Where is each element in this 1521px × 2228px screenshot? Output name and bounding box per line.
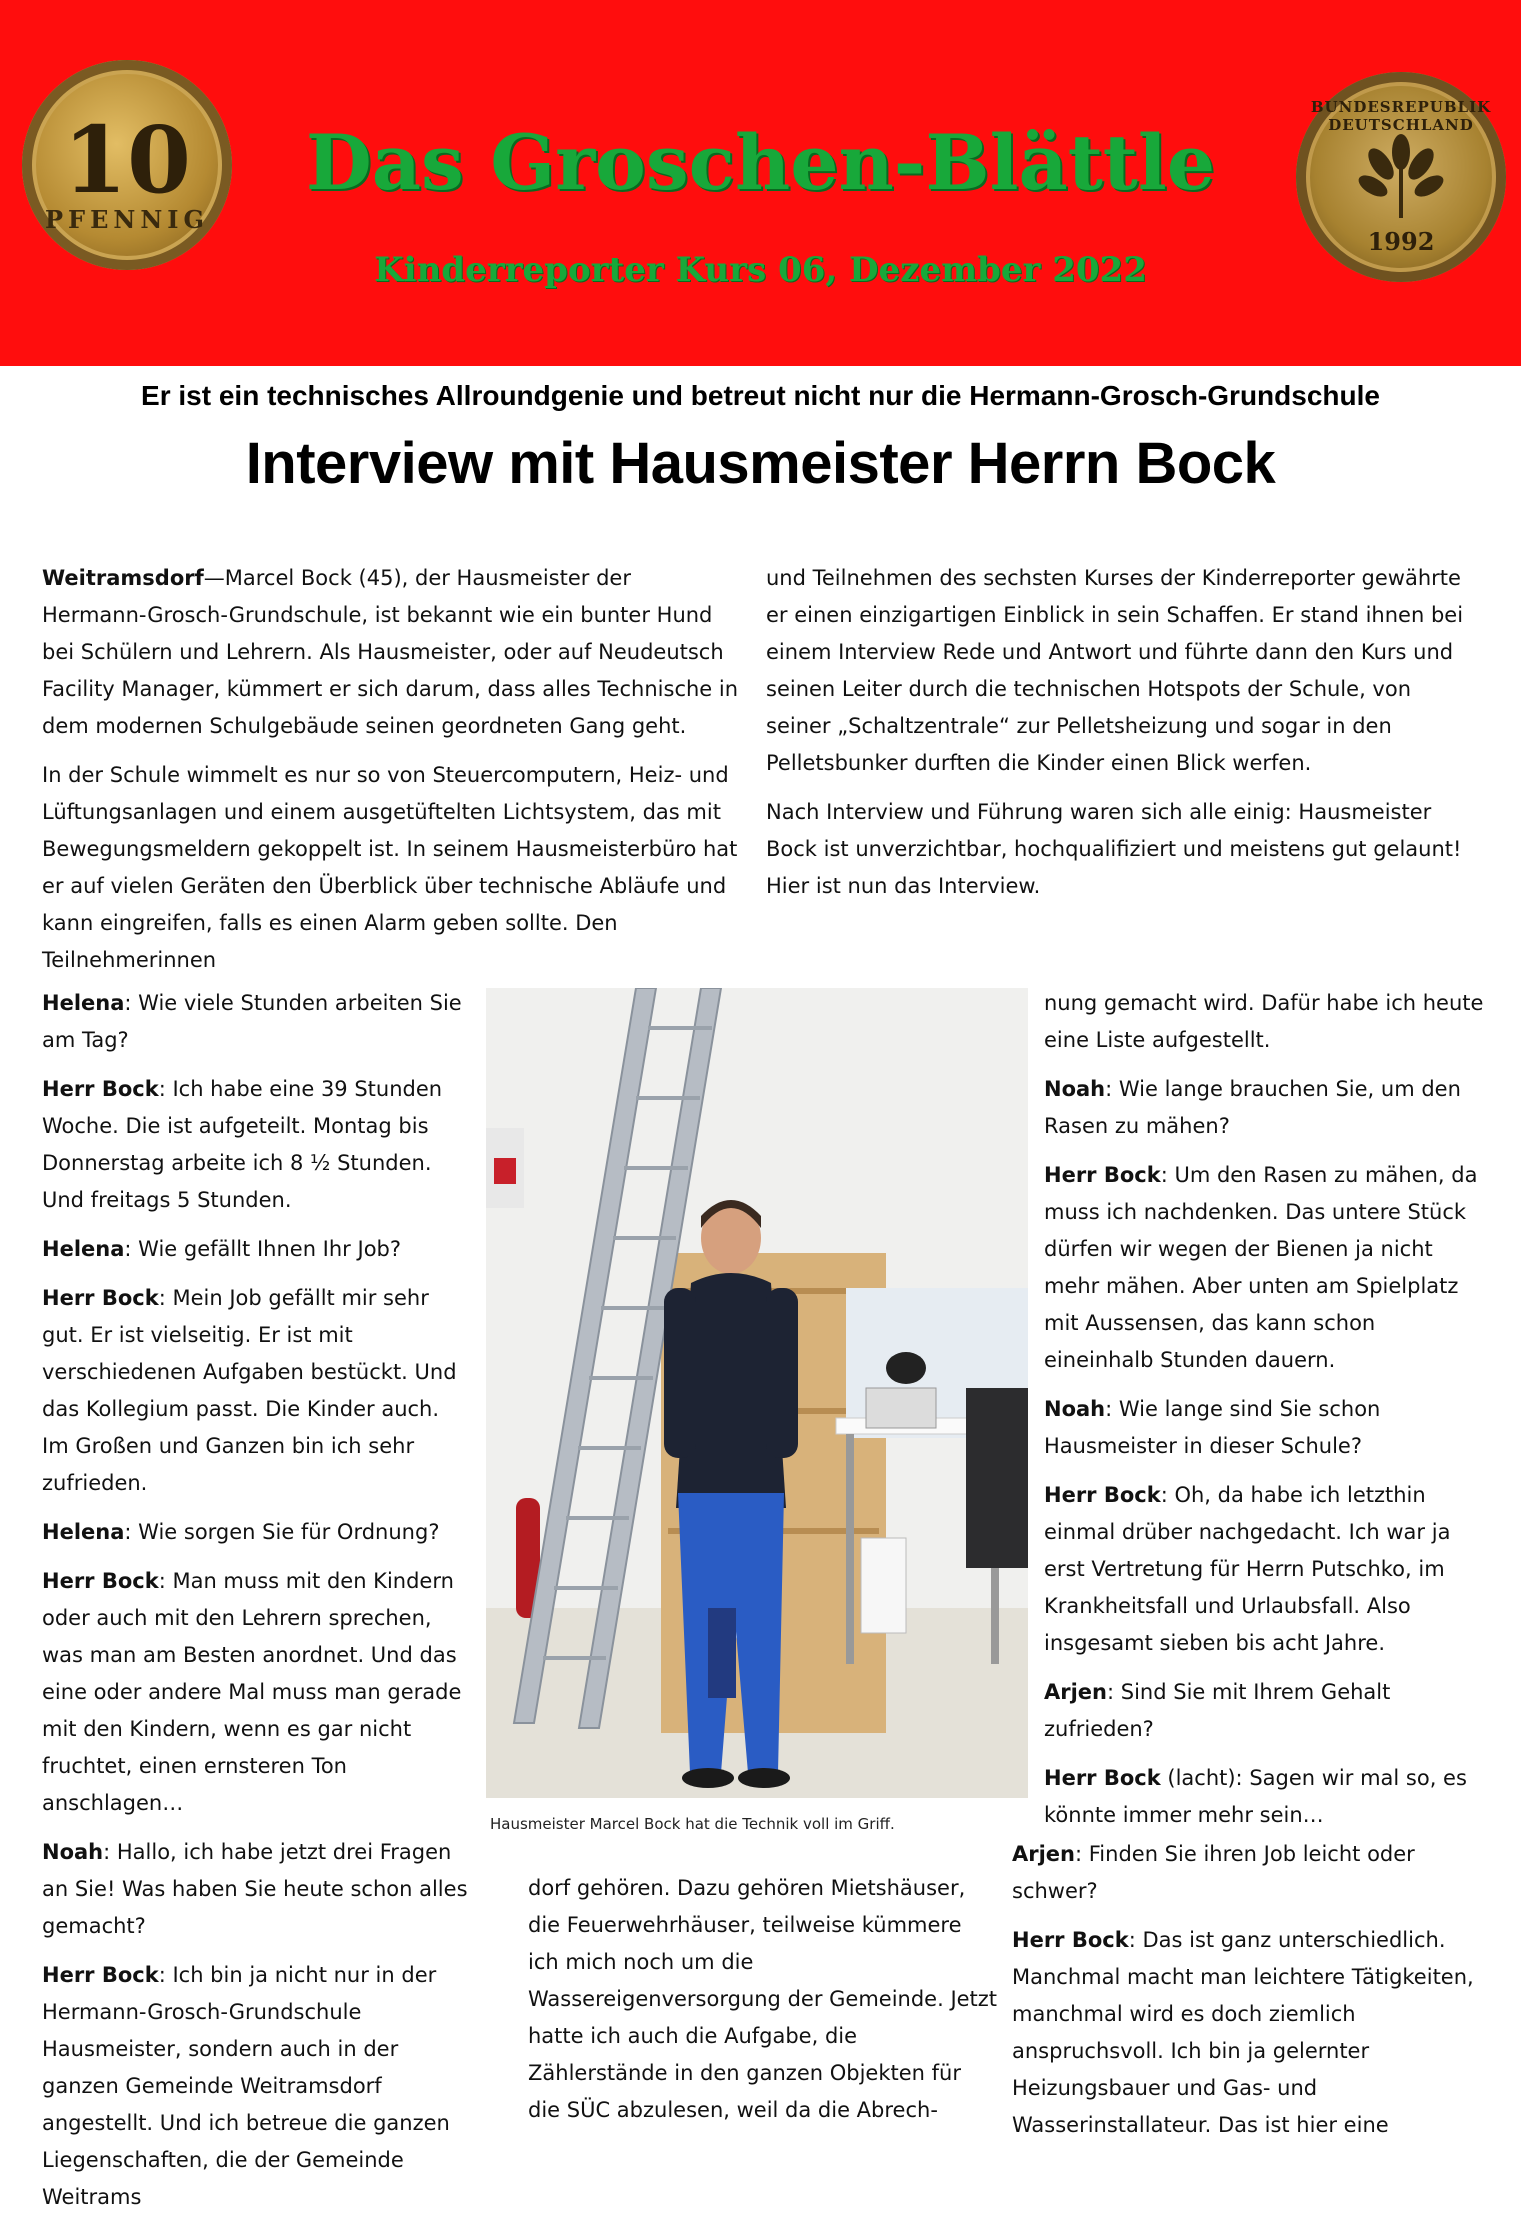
- interview-text: Das ist ganz unterschiedlich. Manchmal macht man leichtere Tätigkeiten, manchmal wird es doch ziemlich anspruchsvoll. Ich bin ja gelernter Heizungsbauer und Gas- und Wasserinstallateur. Das ist hier eine: [1012, 1928, 1474, 2137]
- interview-text: Sagen wir mal so, es könnte immer mehr sein…: [1044, 1766, 1467, 1827]
- intro-column-left: [42, 560, 742, 991]
- interview-paragraph: [1044, 1157, 1484, 1379]
- dateline: Weitramsdorf: [42, 566, 204, 590]
- intro-paragraph: In der Schule wimmelt es nur so von Steuercomputern, Heiz- und Lüftungsanlagen und einem ausgetüftelten Lichtsystem, das mit Bewegungsmeldern gekoppelt ist. In seinem Hausmeisterbüro hat er auf vielen Geräten den Überblick über technische Abläufe und kann eingreifen, falls es einen Alarm geben sollte. Den Teilnehmerinnen: [42, 763, 738, 972]
- interview-paragraph: [1012, 1836, 1484, 1910]
- interview-paragraph: [1044, 1760, 1484, 1834]
- speaker-name: Herr Bock: [42, 1963, 159, 1987]
- interview-text: Sind Sie mit Ihrem Gehalt zufrieden?: [1044, 1680, 1391, 1741]
- interview-paragraph: [42, 985, 472, 1059]
- speaker-suffix: :: [1075, 1842, 1083, 1866]
- interview-text: Finden Sie ihren Job leicht oder schwer?: [1012, 1842, 1415, 1903]
- interview-column-4: [1012, 1836, 1484, 2156]
- interview-paragraph: [1044, 1071, 1484, 1145]
- speaker-suffix: :: [1105, 1397, 1113, 1421]
- speaker-suffix: (lacht):: [1160, 1766, 1243, 1790]
- interview-text: Mein Job gefällt mir sehr gut. Er ist vielseitig. Er ist mit verschiedenen Aufgaben bestückt. Und das Kollegium passt. Die Kinder auch. Im Großen und Ganzen bin ich sehr zufrieden.: [42, 1286, 457, 1495]
- speaker-suffix: :: [124, 1237, 132, 1261]
- speaker-name: Arjen: [1012, 1842, 1075, 1866]
- speaker-name: Herr Bock: [1044, 1163, 1161, 1187]
- intro-paragraph: Weitramsdorf—Marcel Bock (45), der Hausmeister der Hermann-Grosch-Grundschule, ist bekannt wie ein bunter Hund bei Schülern und Lehrern. Als Hausmeister, oder auf Neudeutsch Facility Manager, kümmert er sich darum, dass alles Technische in dem modernen Schulgebäude seinen geordneten Gang geht.: [42, 566, 739, 738]
- speaker-name: Herr Bock: [42, 1077, 159, 1101]
- speaker-suffix: :: [124, 1520, 132, 1544]
- interview-paragraph: [42, 1957, 472, 2216]
- interview-text: Wie viele Stunden arbeiten Sie am Tag?: [42, 991, 462, 1052]
- interview-paragraph: [42, 1514, 472, 1551]
- interview-paragraph: [528, 1870, 998, 2129]
- interview-text: Ich habe eine 39 Stunden Woche. Die ist aufgeteilt. Montag bis Donnerstag arbeite ich 8 ½ Stunden. Und freitags 5 Stunden.: [42, 1077, 443, 1212]
- interview-paragraph: [1044, 985, 1484, 1059]
- interview-text: Um den Rasen zu mähen, da muss ich nachdenken. Das untere Stück dürfen wir wegen der Bienen ja nicht mehr mähen. Aber unten am Spielplatz mit Aussensen, das kann schon eineinhalb Stunden dauern.: [1044, 1163, 1478, 1372]
- interview-paragraph: [42, 1563, 472, 1822]
- speaker-name: Arjen: [1044, 1680, 1107, 1704]
- speaker-name: Herr Bock: [1012, 1928, 1129, 1952]
- speaker-suffix: :: [1105, 1077, 1113, 1101]
- interview-text: Man muss mit den Kindern oder auch mit den Lehrern sprechen, was man am Besten anordnet. Und das eine oder andere Mal muss man gerade mit den Kindern, wenn es gar nicht fruchtet, einen ernsteren Ton anschlagen…: [42, 1569, 462, 1815]
- interview-paragraph: [42, 1071, 472, 1219]
- photo-hausmeister: [486, 988, 1028, 1798]
- speaker-name: Herr Bock: [42, 1569, 159, 1593]
- speaker-name: Helena: [42, 1520, 125, 1544]
- intro-paragraph: Nach Interview und Führung waren sich alle einig: Hausmeister Bock ist unverzichtbar, hochqualifiziert und meistens gut gelaunt! Hier ist nun das Interview.: [766, 800, 1462, 898]
- coin-reverse-text: BUNDESREPUBLIK DEUTSCHLAND: [1310, 98, 1492, 134]
- coin-year: 1992: [1367, 227, 1435, 256]
- coin-value: 10: [62, 106, 192, 214]
- speaker-suffix: :: [158, 1286, 166, 1310]
- interview-text: Hallo, ich habe jetzt drei Fragen an Sie! Was haben Sie heute schon alles gemacht?: [42, 1840, 468, 1938]
- interview-paragraph: [1044, 1674, 1484, 1748]
- speaker-name: Noah: [1044, 1077, 1106, 1101]
- interview-text: Wie sorgen Sie für Ordnung?: [131, 1520, 440, 1544]
- speaker-name: Noah: [1044, 1397, 1106, 1421]
- speaker-suffix: :: [1128, 1928, 1136, 1952]
- intro-paragraph: und Teilnehmen des sechsten Kurses der Kinderreporter gewährte er einen einzigartigen Einblick in sein Schaffen. Er stand ihnen bei einem Interview Rede und Antwort und führte dann den Kurs und seinen Leiter durch die technischen Hotspots der Schule, von seiner „Schaltzentrale“ zur Pelletsheizung und sogar in den Pelletsbunker durften die Kinder einen Blick werfen.: [766, 566, 1464, 775]
- interview-text: Wie gefällt Ihnen Ihr Job?: [131, 1237, 402, 1261]
- speaker-name: Herr Bock: [1044, 1766, 1161, 1790]
- speaker-suffix: :: [103, 1840, 111, 1864]
- interview-column-2: [1044, 985, 1484, 1846]
- masthead-banner: [0, 0, 1521, 366]
- newspaper-title: Das Groschen-Blättle: [305, 118, 1216, 207]
- coin-text: PFENNIG: [45, 205, 209, 234]
- speaker-suffix: :: [1160, 1483, 1168, 1507]
- intro-column-right: [766, 560, 1478, 917]
- speaker-suffix: :: [158, 1077, 166, 1101]
- interview-text: dorf gehören. Dazu gehören Mietshäuser, die Feuerwehrhäuser, teilweise kümmere ich mich noch um die Wassereigenversorgung der Gemeinde. Jetzt hatte ich auch die Aufgabe, die Zählerstände in den ganzen Objekten für die SÜC abzulesen, weil da die Abrech-: [528, 1876, 998, 2122]
- speaker-name: Herr Bock: [42, 1286, 159, 1310]
- interview-paragraph: [42, 1280, 472, 1502]
- interview-text: Ich bin ja nicht nur in der Hermann-Grosch-Grundschule Hausmeister, sondern auch in der ganzen Gemeinde Weitramsdorf angestellt. Und ich betreue die ganzen Liegenschaften, die der Gemeinde Weitrams: [42, 1963, 450, 2209]
- speaker-suffix: :: [124, 991, 132, 1015]
- speaker-name: Noah: [42, 1840, 104, 1864]
- interview-text: nung gemacht wird. Dafür habe ich heute eine Liste aufgestellt.: [1044, 991, 1484, 1052]
- interview-paragraph: [1044, 1477, 1484, 1662]
- oak-sprig-icon: [1351, 124, 1451, 224]
- interview-text: Oh, da habe ich letzthin einmal drüber nachgedacht. Ich war ja erst Vertretung für Herrn Putschko, im Krankheitsfall und Urlaubsfall. Also insgesamt sieben bis acht Jahre.: [1044, 1483, 1451, 1655]
- speaker-name: Herr Bock: [1044, 1483, 1161, 1507]
- interview-paragraph: [1012, 1922, 1484, 2144]
- interview-column-3: [528, 1870, 998, 2141]
- article-headline: Interview mit Hausmeister Herrn Bock: [245, 431, 1276, 496]
- speaker-name: Helena: [42, 1237, 125, 1261]
- speaker-name: Helena: [42, 991, 125, 1015]
- interview-paragraph: [42, 1834, 472, 1945]
- photo-caption: Hausmeister Marcel Bock hat die Technik voll im Griff.: [490, 1815, 895, 1833]
- speaker-suffix: :: [1107, 1680, 1115, 1704]
- interview-paragraph: [42, 1231, 472, 1268]
- speaker-suffix: :: [158, 1963, 166, 1987]
- issue-line: Kinderreporter Kurs 06, Dezember 2022: [374, 250, 1147, 290]
- speaker-suffix: :: [1160, 1163, 1168, 1187]
- interview-paragraph: [1044, 1391, 1484, 1465]
- interview-column-1: [42, 985, 472, 2228]
- interview-text: Wie lange brauchen Sie, um den Rasen zu mähen?: [1044, 1077, 1461, 1138]
- article-subheadline: Er ist ein technisches Allroundgenie und betreut nicht nur die Hermann-Grosch-Grundschule: [141, 380, 1380, 411]
- speaker-suffix: :: [158, 1569, 166, 1593]
- oak-leaf-coin-image: [1296, 72, 1506, 282]
- interview-text: Wie lange sind Sie schon Hausmeister in dieser Schule?: [1044, 1397, 1381, 1458]
